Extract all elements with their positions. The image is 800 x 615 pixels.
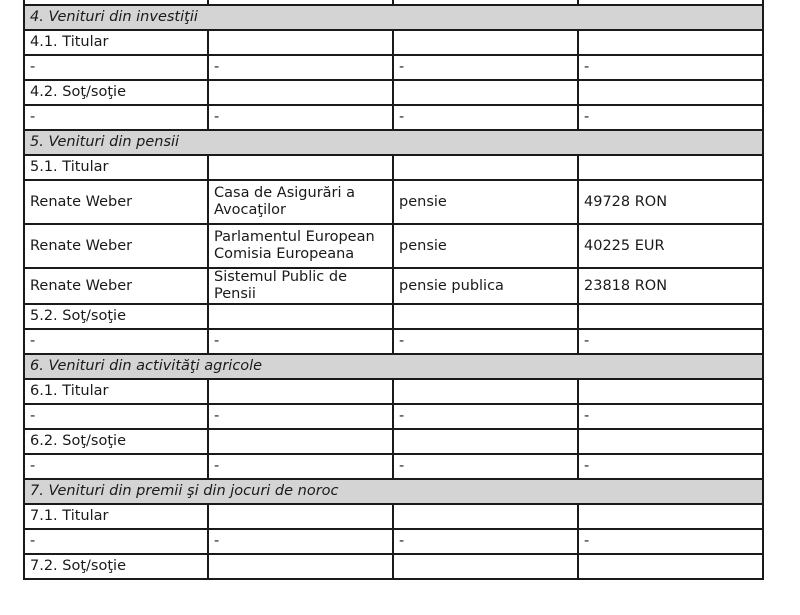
- section-title: 6. Venituri din activităţi agricole: [24, 354, 763, 379]
- table-cell: 4.2. Soţ/soţie: [24, 80, 208, 105]
- table-row: [24, 454, 763, 479]
- table-cell: -: [208, 529, 393, 554]
- table-cell: 23818 RON: [578, 268, 763, 304]
- table-cell: [578, 30, 763, 55]
- table-cell: 5.1. Titular: [24, 155, 208, 180]
- table-cell: pensie: [393, 224, 578, 268]
- table-row: [24, 554, 763, 579]
- table-cell: [393, 304, 578, 329]
- table-cell: [578, 155, 763, 180]
- table-cell: -: [24, 329, 208, 354]
- table-row: [24, 180, 763, 224]
- table-cell: -: [208, 454, 393, 479]
- table-cell: 6.1. Titular: [24, 379, 208, 404]
- table-cell: pensie: [393, 180, 578, 224]
- section-header-row: [24, 130, 763, 155]
- table-cell: [578, 554, 763, 579]
- table-cell: -: [208, 55, 393, 80]
- table-row: [24, 55, 763, 80]
- table-cell: Renate Weber: [24, 180, 208, 224]
- table-cell: -: [393, 105, 578, 130]
- table-cell: 7.1. Titular: [24, 504, 208, 529]
- table-row: [24, 404, 763, 429]
- table-row: [24, 304, 763, 329]
- table-cell: Casa de Asigurări a Avocaţilor: [208, 180, 393, 224]
- table-cell: 4.1. Titular: [24, 30, 208, 55]
- table-cell: -: [578, 105, 763, 130]
- table-row: [24, 105, 763, 130]
- table-cell: -: [208, 329, 393, 354]
- table-cell: -: [578, 55, 763, 80]
- income-declaration-table: [23, 0, 764, 580]
- table-cell: -: [393, 529, 578, 554]
- table-cell: -: [24, 454, 208, 479]
- table-row: [24, 155, 763, 180]
- table-row: [24, 30, 763, 55]
- section-title: 7. Venituri din premii şi din jocuri de noroc: [24, 479, 763, 504]
- table-cell: -: [578, 529, 763, 554]
- table-cell: -: [24, 55, 208, 80]
- table-cell: [578, 304, 763, 329]
- table-cell: Sistemul Public de Pensii: [208, 268, 393, 304]
- table-row: [24, 379, 763, 404]
- table-cell: -: [578, 404, 763, 429]
- table-cell: [393, 504, 578, 529]
- table-cell: [393, 80, 578, 105]
- table-cell: [208, 554, 393, 579]
- table-cell: -: [578, 454, 763, 479]
- table-cell: [393, 30, 578, 55]
- section-header-row: [24, 354, 763, 379]
- table-cell: -: [208, 105, 393, 130]
- table-cell: [208, 504, 393, 529]
- table-cell: [578, 429, 763, 454]
- table-row: [24, 329, 763, 354]
- table-cell: -: [578, 329, 763, 354]
- table-cell: -: [208, 404, 393, 429]
- table-cell: -: [393, 404, 578, 429]
- section-title: 4. Venituri din investiţii: [24, 5, 763, 30]
- table-row: [24, 529, 763, 554]
- table-cell: -: [24, 105, 208, 130]
- table-row: [24, 429, 763, 454]
- table-cell: [208, 304, 393, 329]
- table-cell: [578, 80, 763, 105]
- table-row: [24, 268, 763, 304]
- table-cell: -: [393, 454, 578, 479]
- table-cell: 40225 EUR: [578, 224, 763, 268]
- table-cell: [578, 504, 763, 529]
- table-row: [24, 224, 763, 268]
- table-cell: 49728 RON: [578, 180, 763, 224]
- table-cell: [393, 379, 578, 404]
- table-cell: -: [393, 55, 578, 80]
- table-cell: 6.2. Soţ/soţie: [24, 429, 208, 454]
- table-cell: [208, 30, 393, 55]
- table-cell: [208, 429, 393, 454]
- table-row: [24, 504, 763, 529]
- table-cell: -: [24, 404, 208, 429]
- table-cell: Renate Weber: [24, 268, 208, 304]
- table-cell: 7.2. Soţ/soţie: [24, 554, 208, 579]
- table-cell: -: [24, 529, 208, 554]
- table-cell: [208, 80, 393, 105]
- table-cell: Renate Weber: [24, 224, 208, 268]
- table-cell: [393, 554, 578, 579]
- table-cell: [393, 155, 578, 180]
- section-header-row: [24, 5, 763, 30]
- section-title: 5. Venituri din pensii: [24, 130, 763, 155]
- table-cell: pensie publica: [393, 268, 578, 304]
- table-cell: [208, 155, 393, 180]
- table-cell: [578, 379, 763, 404]
- table-cell: [393, 429, 578, 454]
- table-row: [24, 80, 763, 105]
- table-cell: [208, 379, 393, 404]
- table-cell: -: [393, 329, 578, 354]
- table-cell: Parlamentul European Comisia Europeana: [208, 224, 393, 268]
- table-cell: 5.2. Soţ/soţie: [24, 304, 208, 329]
- section-header-row: [24, 479, 763, 504]
